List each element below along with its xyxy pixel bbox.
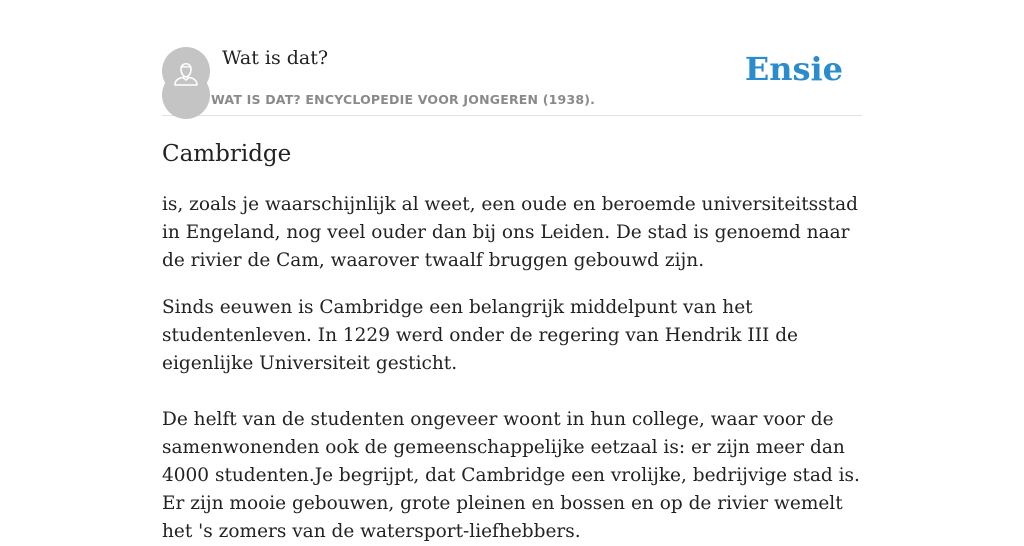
entry-content — [162, 137, 864, 546]
source-header — [162, 0, 862, 116]
source-title[interactable]: Wat is dat? — [222, 47, 329, 69]
entry-paragraph: Sinds eeuwen is Cambridge een belangrijk middelpunt van het studentenleven. In 1229 werd onder de regering van Hendrik III de eigenlijke Universiteit gesticht. — [162, 297, 798, 374]
user-avatar-icon[interactable] — [162, 47, 210, 95]
ensie-logo[interactable]: Ensie — [744, 50, 843, 88]
source-subtitle[interactable]: WAT IS DAT? ENCYCLOPEDIE VOOR JONGEREN (1938). — [211, 92, 596, 107]
entry-title: Cambridge — [162, 141, 292, 167]
entry-paragraph: is, zoals je waarschijnlijk al weet, een oude en beroemde universiteitsstad in Engeland, nog veel ouder dan bij ons Leiden. De stad is genoemd naar de rivier de Cam, waarover twaalf bruggen gebouwd zijn. — [162, 194, 858, 271]
avatar-silhouette-icon — [162, 47, 210, 95]
entry-paragraph: De helft van de studenten ongeveer woont in hun college, waar voor de samenwonenden ook de gemeenschappelijke eetzaal is: er zijn meer dan 4000 studenten.Je begrijpt, dat Cambridge een vrolijke, bedrijvige stad is. Er zijn mooie gebouwen, grote pleinen en bossen en op de rivier wemelt het 's zomers van de watersport-liefhebbers. — [162, 409, 860, 542]
